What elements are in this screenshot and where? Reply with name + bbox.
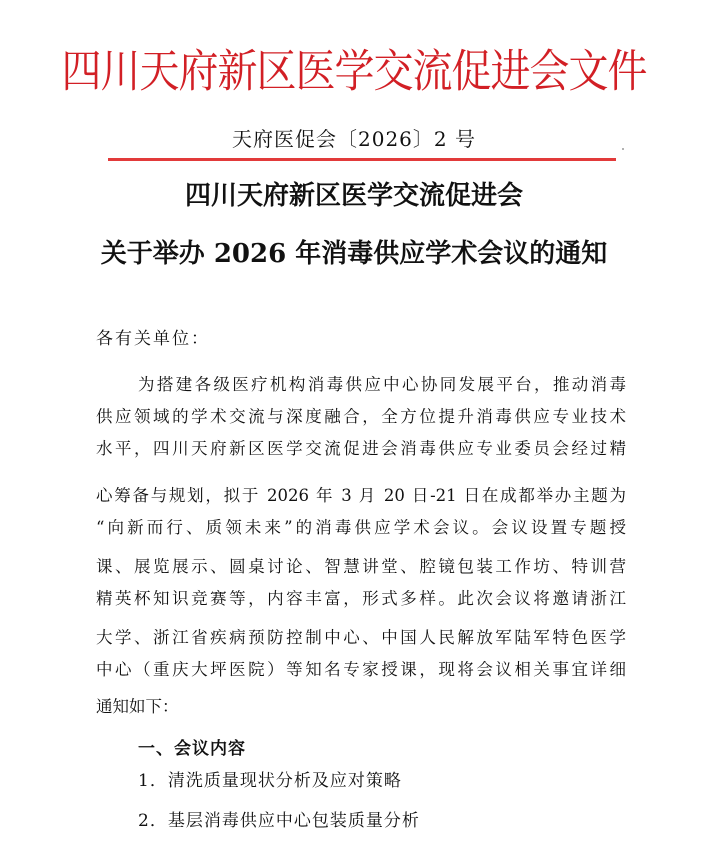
notice-title-line-2: 关于举办 2026 年消毒供应学术会议的通知 [100,239,608,269]
document-number: 天府医促会〔2026〕2 号 [232,127,476,151]
notice-title-line-1: 四川天府新区医学交流促进会 [184,181,523,211]
paragraph-line: 为搭建各级医疗机构消毒供应中心协同发展平台，推动消毒 [138,375,626,394]
paragraph-line: 心筹备与规划，拟于 2026 年 3 月 20 日-21 日在成都举办主题为 [96,486,626,505]
section-heading: 一、会议内容 [138,739,246,759]
red-divider-rule [108,158,616,161]
paragraph-line: 课、展览展示、圆桌讨论、智慧讲堂、腔镜包装工作坊、特训营 [96,557,626,576]
paragraph-line: 中心（重庆大坪医院）等知名专家授课，现将会议相关事宜详细 [96,660,626,679]
paragraph-line: 水平，四川天府新区医学交流促进会消毒供应专业委员会经过精 [96,439,626,458]
scan-speck [622,148,624,150]
paragraph-line: 精英杯知识竞赛等，内容丰富，形式多样。此次会议将邀请浙江 [96,589,626,608]
paragraph-line: 供应领域的学术交流与深度融合，全方位提升消毒供应专业技术 [96,407,626,426]
paragraph-line: “向新而行、质领未来”的消毒供应学术会议。会议设置专题授 [96,518,626,537]
paragraph-line: 大学、浙江省疾病预防控制中心、中国人民解放军陆军特色医学 [96,628,626,647]
list-item: 1．清洗质量现状分析及应对策略 [138,771,402,791]
paragraph-line: 通知如下： [96,697,179,716]
masthead-title: 四川天府新区医学交流促进会文件 [61,46,647,98]
salutation: 各有关单位： [96,329,210,349]
list-item: 2．基层消毒供应中心包装质量分析 [138,811,420,831]
